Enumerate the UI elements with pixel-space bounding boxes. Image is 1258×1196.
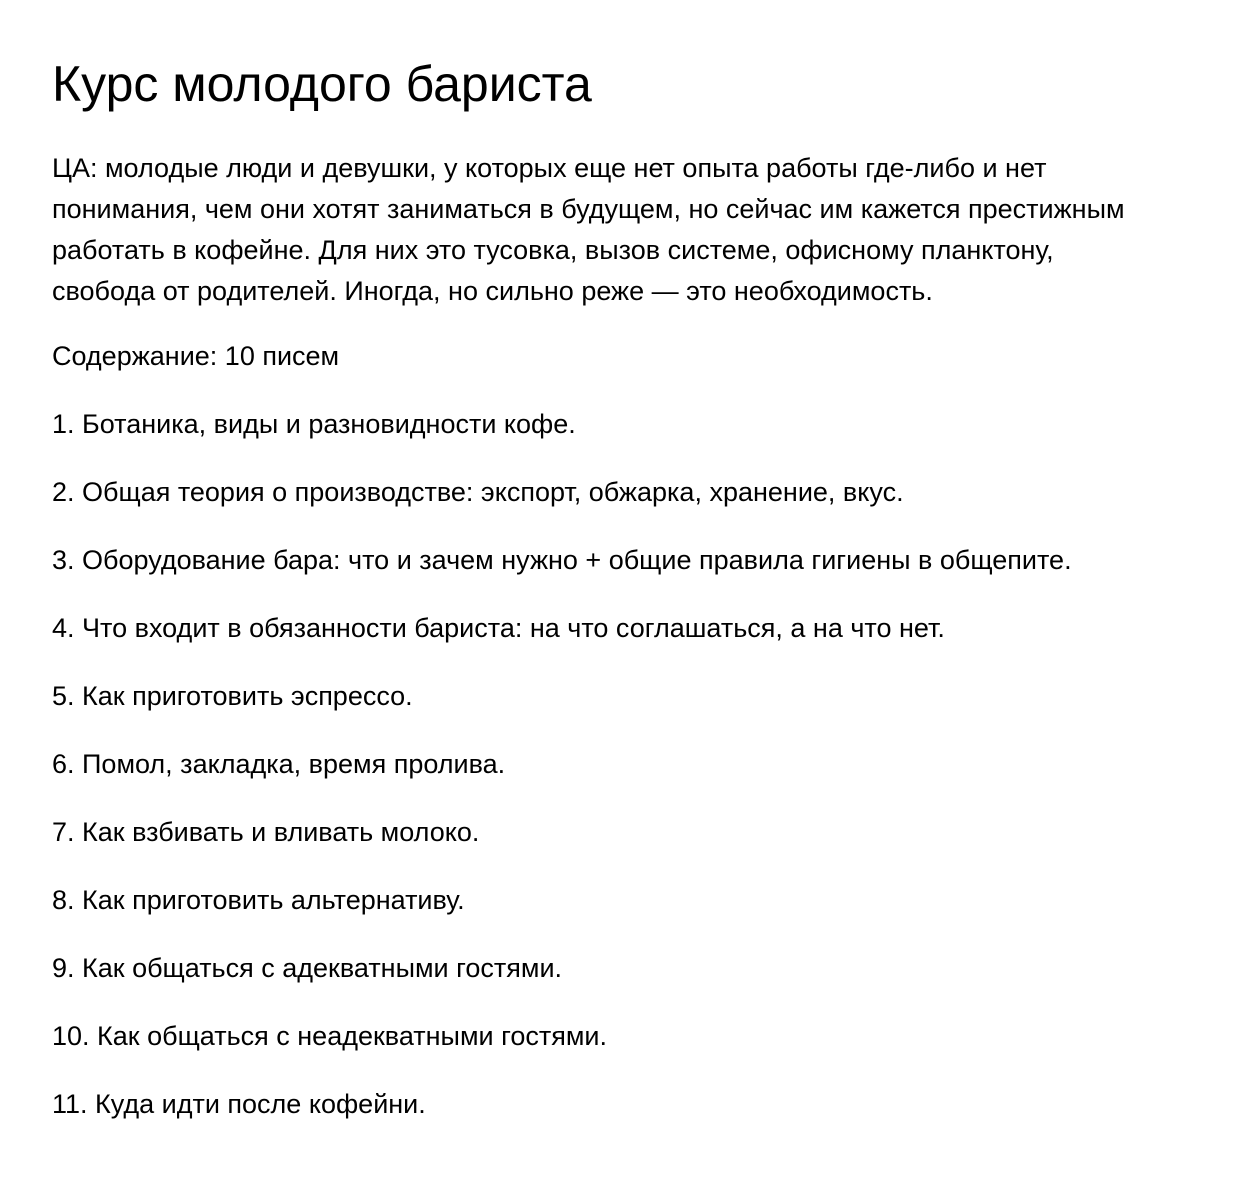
document-title: Курс молодого бариста: [52, 56, 592, 112]
intro-line: работать в кофейне. Для них это тусовка, вызов системе, офисному планктону,: [52, 235, 1054, 265]
list-item: 9. Как общаться с адекватными гостями.: [52, 953, 563, 983]
list-item: 8. Как приготовить альтернативу.: [52, 885, 465, 915]
intro-line: понимания, чем они хотят заниматься в будущем, но сейчас им кажется престижным: [52, 194, 1125, 224]
list-item: 3. Оборудование бара: что и зачем нужно + общие правила гигиены в общепите.: [52, 545, 1072, 575]
list-item: 10. Как общаться с неадекватными гостями.: [52, 1021, 607, 1051]
list-item: 5. Как приготовить эспрессо.: [52, 681, 413, 711]
list-item: 11. Куда идти после кофейни.: [52, 1089, 426, 1119]
list-item: 6. Помол, закладка, время пролива.: [52, 749, 506, 779]
contents-heading: Содержание: 10 писем: [52, 341, 340, 371]
list-item: 4. Что входит в обязанности бариста: на что соглашаться, а на что нет.: [52, 613, 945, 643]
list-item: 2. Общая теория о производстве: экспорт, обжарка, хранение, вкус.: [52, 477, 904, 507]
list-item: 7. Как взбивать и вливать молоко.: [52, 817, 480, 847]
intro-line: свобода от родителей. Иногда, но сильно реже — это необходимость.: [52, 276, 933, 306]
intro-line: ЦА: молодые люди и девушки, у которых еще нет опыта работы где-либо и нет: [52, 153, 1047, 183]
list-item: 1. Ботаника, виды и разновидности кофе.: [52, 409, 576, 439]
target-audience-paragraph: [52, 148, 1242, 312]
letters-list: [52, 406, 1072, 1154]
